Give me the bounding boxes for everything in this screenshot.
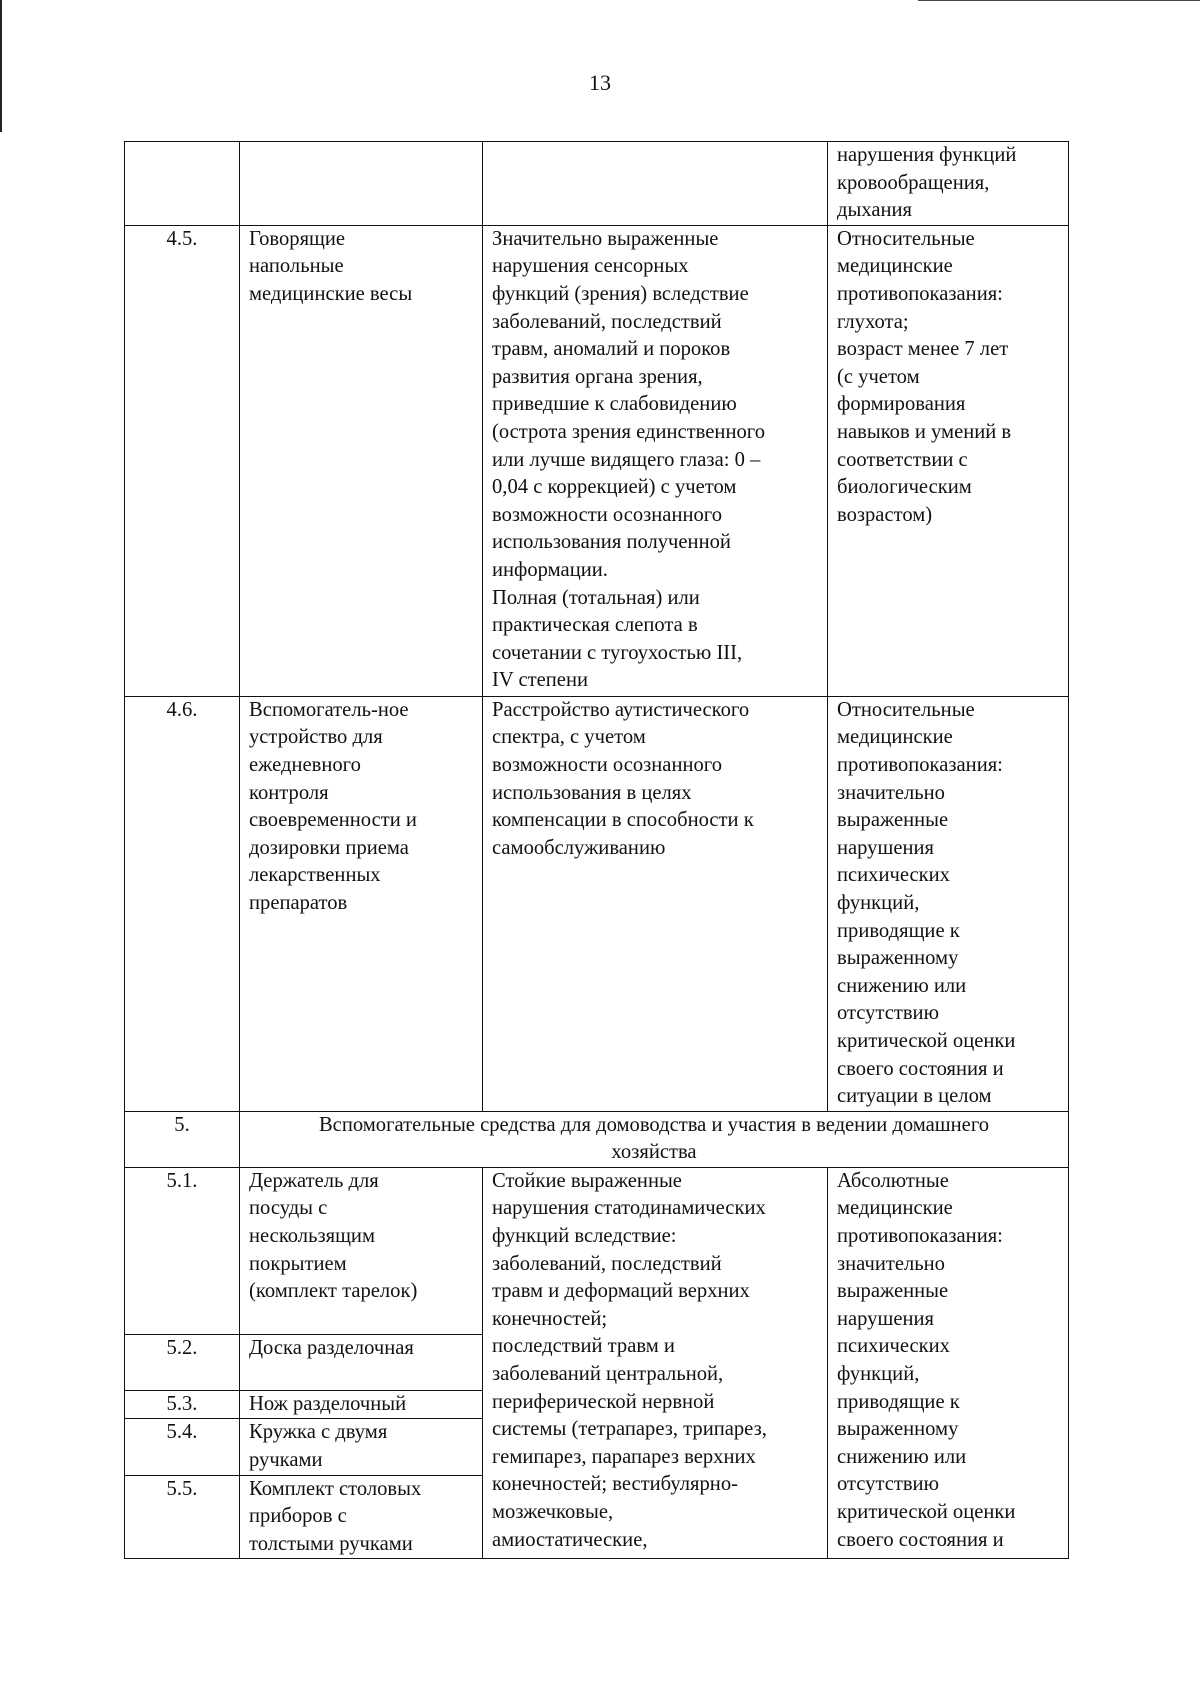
cell-number: 5.3.: [125, 1390, 240, 1419]
cell-contraindications: Относительные медицинские противопоказания: значительно выраженные нарушения психических функций, приводящие к выраженному снижению или отсутствию критической оценки своего состояния и ситуации в целом: [828, 696, 1069, 1111]
cell-number: 4.5.: [125, 225, 240, 696]
cell-number: 5.4.: [125, 1419, 240, 1475]
scan-edge-top: [918, 0, 1200, 1]
cell-contraindications: Относительные медицинские противопоказания: глухота; возраст менее 7 лет (с учетом формирования навыков и умений в соответствии с биологическим возрастом): [828, 225, 1069, 696]
cell-name: Вспомогатель-ное устройство для ежедневного контроля своевременности и дозировки приема лекарственных препаратов: [240, 696, 483, 1111]
cell-contraindications-merged: Абсолютные медицинские противопоказания: значительно выраженные нарушения психических функций, приводящие к выраженному снижению или отсутствию критической оценки своего состояния и: [828, 1167, 1069, 1559]
cell-contraindications: нарушения функций кровообращения, дыхания: [828, 142, 1069, 226]
table-section-row-5: [125, 1111, 1069, 1167]
section-title: Вспомогательные средства для домоводства и участия в ведении домашнего хозяйства: [240, 1111, 1069, 1167]
cell-name: [240, 142, 483, 226]
cell-name: Нож разделочный: [240, 1390, 483, 1419]
cell-name: Говорящие напольные медицинские весы: [240, 225, 483, 696]
cell-number: 5.: [125, 1111, 240, 1167]
cell-number: 4.6.: [125, 696, 240, 1111]
table-row-5-1: [125, 1167, 1069, 1334]
cell-name: Кружка с двумя ручками: [240, 1419, 483, 1475]
cell-name: Держатель для посуды с нескользящим покрытием (комплект тарелок): [240, 1167, 483, 1334]
table-row-4-6: [125, 696, 1069, 1111]
cell-name: Доска разделочная: [240, 1334, 483, 1390]
cell-name: Комплект столовых приборов с толстыми ручками: [240, 1475, 483, 1559]
devices-table: [124, 141, 1069, 1559]
scan-edge-left: [0, 0, 2, 132]
cell-number: [125, 142, 240, 226]
cell-indications: [483, 142, 828, 226]
table-row-4-5: [125, 225, 1069, 696]
cell-indications-merged: Стойкие выраженные нарушения статодинамических функций вследствие: заболеваний, последствий травм и деформаций верхних конечностей; последствий травм и заболеваний центральной, периферической нервной системы (тетрапарез, трипарез, гемипарез, парапарез верхних конечностей; вестибулярно- мозжечковые, амиостатические,: [483, 1167, 828, 1559]
cell-indications: Расстройство аутистического спектра, с учетом возможности осознанного использования в целях компенсации в способности к самообслуживанию: [483, 696, 828, 1111]
cell-indications: Значительно выраженные нарушения сенсорных функций (зрения) вследствие заболеваний, последствий травм, аномалий и пороков развития органа зрения, приведшие к слабовидению (острота зрения единственного или лучше видящего глаза: 0 – 0,04 с коррекцией) с учетом возможности осознанного использования полученной информации. Полная (тотальная) или практическая слепота в сочетании с тугоухостью III, IV степени: [483, 225, 828, 696]
page-number: 13: [589, 70, 611, 95]
cell-number: 5.1.: [125, 1167, 240, 1334]
cell-number: 5.2.: [125, 1334, 240, 1390]
cell-number: 5.5.: [125, 1475, 240, 1559]
table-row-continuation: [125, 142, 1069, 226]
